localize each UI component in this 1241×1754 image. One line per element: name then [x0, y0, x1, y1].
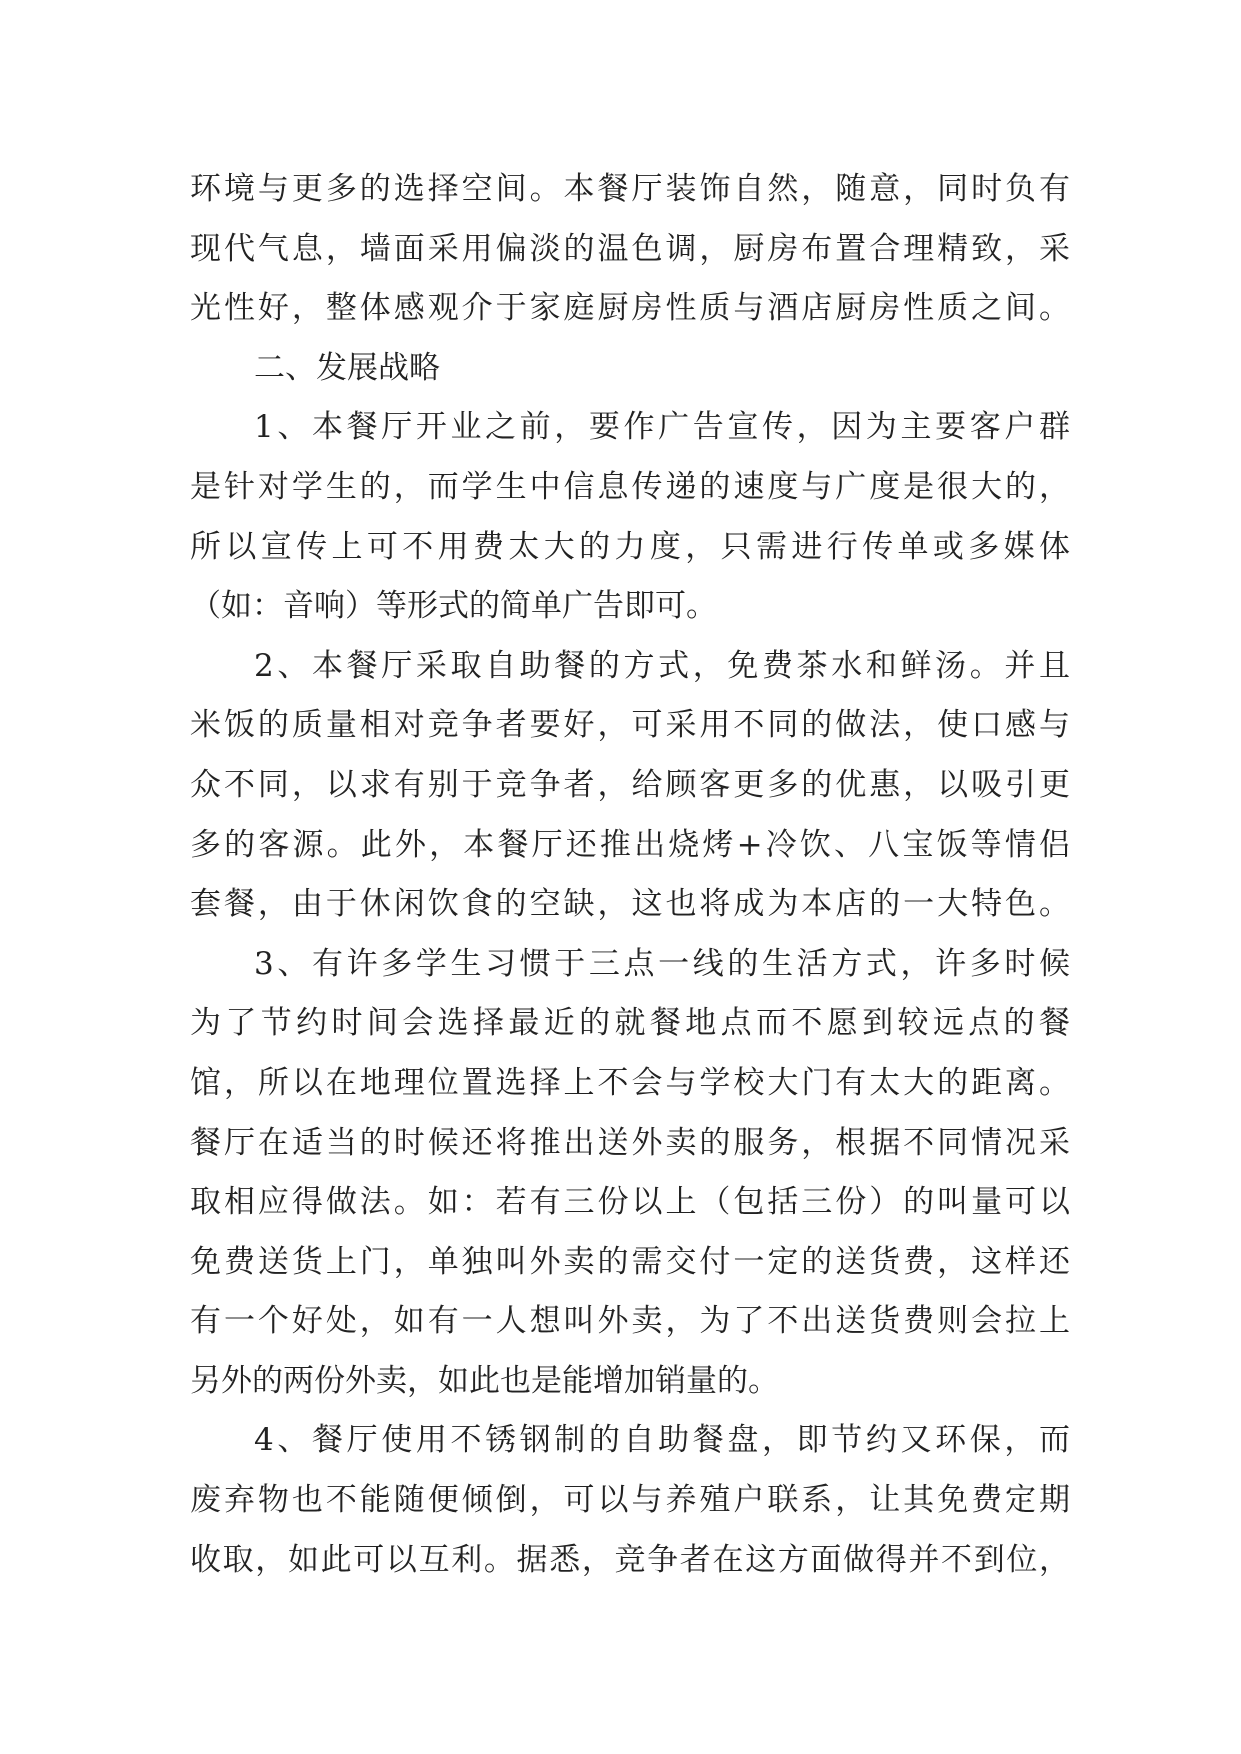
text-line: 所以宣传上可不用费太大的力度，只需进行传单或多媒体	[190, 528, 1070, 565]
section-heading: 二、发展战略	[254, 349, 440, 386]
text-line: 餐厅在适当的时候还将推出送外卖的服务，根据不同情况采	[190, 1124, 1070, 1161]
text-line: 多的客源。此外，本餐厅还推出烧烤+冷饮、八宝饭等情侣	[190, 826, 1070, 863]
text-line: 收取，如此可以互利。据悉，竞争者在这方面做得并不到位，	[190, 1541, 1070, 1578]
document-body	[190, 160, 1070, 1590]
text-line: 环境与更多的选择空间。本餐厅装饰自然，随意，同时负有	[190, 171, 1070, 207]
text-line: 3、有许多学生习惯于三点一线的生活方式，许多时候	[254, 945, 1070, 982]
text-line: 4、餐厅使用不锈钢制的自助餐盘，即节约又环保，而	[254, 1422, 1070, 1459]
text-line: （如：音响）等形式的简单广告即可。	[190, 588, 717, 625]
text-line: 废弃物也不能随便倾倒，可以与养殖户联系，让其免费定期	[190, 1482, 1070, 1519]
text-line: 有一个好处，如有一人想叫外卖，为了不出送货费则会拉上	[190, 1303, 1070, 1340]
text-line: 众不同，以求有别于竞争者，给顾客更多的优惠，以吸引更	[190, 766, 1070, 803]
text-line: 米饭的质量相对竞争者要好，可采用不同的做法，使口感与	[190, 707, 1070, 744]
text-line: 是针对学生的，而学生中信息传递的速度与广度是很大的，	[190, 468, 1070, 505]
text-line: 馆，所以在地理位置选择上不会与学校大门有太大的距离。	[190, 1064, 1070, 1101]
text-line: 为了节约时间会选择最近的就餐地点而不愿到较远点的餐	[190, 1005, 1070, 1042]
text-line: 现代气息，墙面采用偏淡的温色调，厨房布置合理精致，采	[190, 230, 1070, 267]
text-line: 免费送货上门，单独叫外卖的需交付一定的送货费，这样还	[190, 1243, 1070, 1280]
text-line: 光性好，整体感观介于家庭厨房性质与酒店厨房性质之间。	[190, 290, 1070, 327]
text-line: 1、本餐厅开业之前，要作广告宣传，因为主要客户群	[254, 409, 1070, 446]
text-line: 2、本餐厅采取自助餐的方式，免费茶水和鲜汤。并且	[254, 647, 1070, 684]
text-line: 另外的两份外卖，如此也是能增加销量的。	[190, 1362, 779, 1399]
text-line: 取相应得做法。如：若有三份以上（包括三份）的叫量可以	[190, 1184, 1070, 1221]
text-line: 套餐，由于休闲饮食的空缺，这也将成为本店的一大特色。	[190, 886, 1070, 923]
